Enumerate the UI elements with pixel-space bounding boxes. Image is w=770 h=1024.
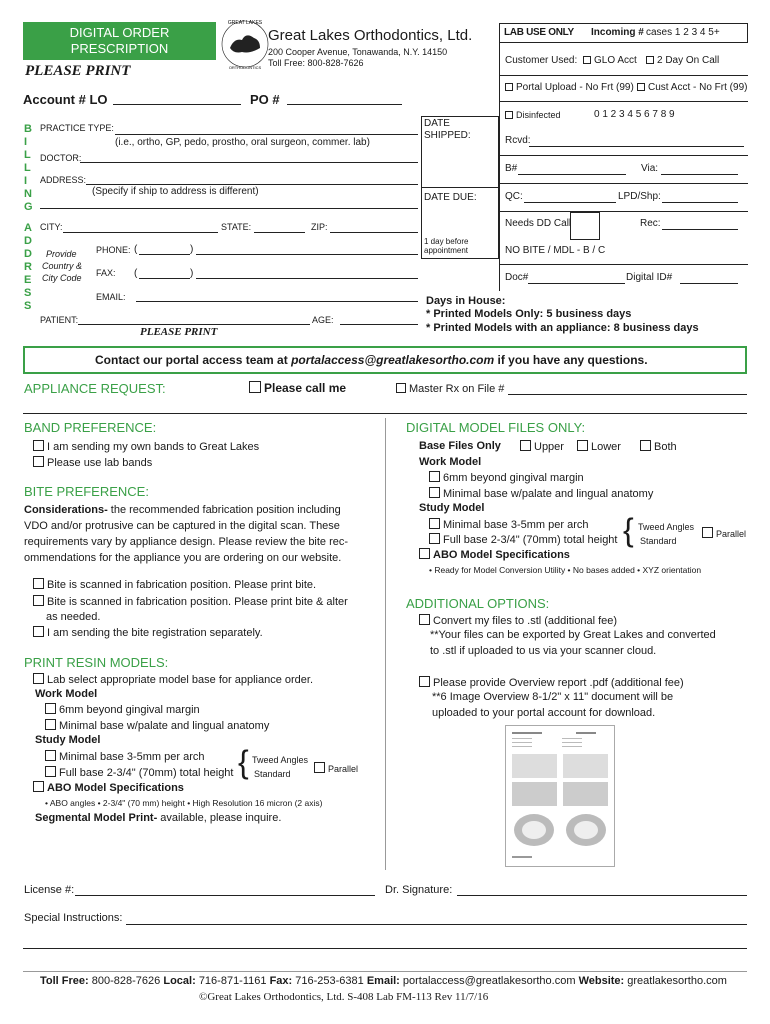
resin-work-checkbox-2[interactable] (45, 719, 56, 730)
please-print-header: PLEASE PRINT (25, 63, 131, 79)
lab-divider7 (499, 264, 748, 265)
master-rx-line[interactable] (508, 394, 747, 395)
digital-work-title: Work Model (419, 456, 482, 468)
practice-type-hint: (i.e., ortho, GP, pedo, prostho, oral surgeon, commer. lab) (115, 137, 370, 148)
contact-pre: Contact our portal access team at (95, 353, 292, 367)
overview-checkbox[interactable] (419, 676, 430, 687)
lab-use-title: LAB USE ONLY (504, 27, 574, 38)
lpd-label: LPD/Shp: (618, 191, 661, 202)
resin-title: PRINT RESIN MODELS: (24, 655, 169, 670)
footer-fax-label: Fax: (269, 975, 293, 987)
qc-label: QC: (505, 191, 523, 202)
title-line1: DIGITAL ORDER (69, 25, 170, 40)
license-line[interactable] (75, 895, 375, 896)
resin-work-checkbox-1[interactable] (45, 703, 56, 714)
address-letter: R (24, 261, 32, 273)
doctor-line[interactable] (80, 162, 418, 163)
digital-lower-checkbox[interactable] (577, 440, 588, 451)
state-line[interactable] (254, 232, 305, 233)
digital-work-label-1: 6mm beyond gingival margin (443, 472, 584, 484)
digital-standard: Standard (640, 536, 677, 546)
days-line-1: * Printed Models Only: 5 business days (426, 308, 632, 320)
fax-area-line[interactable] (139, 278, 190, 279)
portal-upload-label: Portal Upload - No Frt (99) (516, 82, 634, 93)
resin-parallel-option[interactable] (314, 762, 358, 774)
resin-parallel-checkbox[interactable] (314, 762, 325, 773)
band-option-1[interactable] (33, 440, 259, 453)
footer-toll: 800-828-7626 (91, 975, 161, 987)
via-label: Via: (641, 163, 659, 174)
band-checkbox-2[interactable] (33, 456, 44, 467)
resin-abo-label: ABO Model Specifications (47, 782, 184, 794)
digital-both-option[interactable] (640, 440, 677, 453)
billing-letter: B (24, 123, 32, 135)
disinfected-option[interactable] (505, 110, 561, 120)
lab-divider6 (499, 211, 748, 212)
footer-email-label: Email: (366, 975, 400, 987)
digital-upper-label: Upper (534, 441, 564, 453)
bite-checkbox-3[interactable] (33, 626, 44, 637)
resin-study-option-2[interactable] (45, 766, 234, 779)
fax-paren-open: ( (134, 268, 138, 279)
email-line[interactable] (136, 301, 418, 302)
resin-work-label-2: Minimal base w/palate and lingual anatomy (59, 720, 270, 732)
signature-line[interactable] (457, 895, 747, 896)
lab-divider3 (499, 101, 748, 102)
lab-left-edge (499, 23, 500, 291)
resin-work-label-1: 6mm beyond gingival margin (59, 704, 200, 716)
two-day-checkbox[interactable] (646, 56, 654, 64)
lab-divider5 (499, 183, 748, 184)
doc-line[interactable] (528, 283, 625, 284)
digital-abo-label: ABO Model Specifications (433, 549, 570, 561)
portal-upload-option[interactable] (505, 82, 634, 93)
overview-note-2: uploaded to your portal account for download. (432, 707, 656, 719)
resin-select-label: Lab select appropriate model base for appliance order. (47, 674, 314, 686)
bite-label-3: I am sending the bite registration separately. (47, 627, 263, 639)
no-bite-label: NO BITE / MDL - B / C (505, 245, 606, 256)
call-me-checkbox[interactable] (249, 381, 261, 393)
convert-note-2: to .stl if uploaded to us via your scanner cloud. (430, 645, 657, 657)
resin-tweed: Tweed Angles (252, 755, 309, 765)
overview-report-thumbnail (505, 725, 615, 867)
billing-letter: I (24, 175, 28, 187)
phone-area-line[interactable] (139, 254, 190, 255)
bite-desc-2: VDO and/or protrusive can be captured in the digital scan. These (24, 520, 340, 532)
digital-both-checkbox[interactable] (640, 440, 651, 451)
overview-label: Please provide Overview report .pdf (additional fee) (433, 677, 684, 689)
b-num-label: B# (505, 163, 518, 174)
date-shipped-2: SHIPPED: (424, 130, 471, 141)
zip-line[interactable] (330, 232, 418, 233)
special-line-1[interactable] (126, 924, 747, 925)
digital-id-label: Digital ID# (626, 272, 673, 283)
age-label: AGE: (312, 315, 334, 325)
doc-label: Doc# (505, 272, 529, 283)
band-label-1: I am sending my own bands to Great Lakes (47, 441, 260, 453)
digital-work-label-2: Minimal base w/palate and lingual anatomy (443, 488, 654, 500)
resin-abo-option[interactable] (33, 781, 184, 794)
digital-parallel-checkbox[interactable] (702, 527, 713, 538)
billing-vertical-label (24, 123, 38, 214)
via-line[interactable] (661, 174, 738, 175)
digital-parallel-label: Parallel (716, 529, 747, 539)
needs-dd-box[interactable] (570, 212, 600, 240)
company-toll-free: Toll Free: 800-828-7626 (268, 58, 364, 68)
title-banner (23, 22, 216, 60)
provide-label-3: City Code (42, 273, 82, 283)
band-checkbox-1[interactable] (33, 440, 44, 451)
digital-work-checkbox-1[interactable] (429, 471, 440, 482)
digital-study-label-1: Minimal base 3-5mm per arch (443, 519, 589, 531)
column-divider (385, 418, 386, 870)
title-line2: PRESCRIPTION (70, 41, 169, 56)
convert-note-1: **Your files can be exported by Great Lakes and converted (430, 629, 716, 641)
cust-acct-option[interactable] (637, 82, 747, 93)
master-rx-label: Master Rx on File # (409, 383, 505, 395)
po-label: PO # (250, 92, 280, 107)
master-rx-checkbox[interactable] (396, 383, 406, 393)
resin-study-checkbox-2[interactable] (45, 766, 56, 777)
address-line[interactable] (86, 184, 418, 185)
call-me-option[interactable] (249, 381, 346, 395)
digital-id-line[interactable] (680, 283, 738, 284)
glo-acct-checkbox[interactable] (583, 56, 591, 64)
company-logo (220, 14, 270, 74)
bite-label-2: Bite is scanned in fabrication position. Please print bite & alter (47, 596, 348, 608)
rcvd-line[interactable] (529, 146, 744, 147)
digital-work-option-2[interactable] (429, 487, 653, 500)
customer-used: Customer Used: (505, 55, 578, 66)
zip-label: ZIP: (311, 222, 328, 232)
address-line-2[interactable] (40, 208, 418, 209)
band-label-2: Please use lab bands (47, 457, 153, 469)
days-in-house-title: Days in House: (426, 295, 506, 307)
lab-digits: 0 1 2 3 4 5 6 7 8 9 (594, 109, 675, 120)
provide-label-2: Country & (42, 261, 83, 271)
digital-abo-checkbox[interactable] (419, 548, 430, 559)
cust-acct-label: Cust Acct - No Frt (99) (648, 82, 748, 93)
digital-work-checkbox-2[interactable] (429, 487, 440, 498)
glo-acct-option[interactable] (583, 55, 637, 66)
rec-label: Rec: (640, 218, 661, 229)
bite-label-2b: as needed. (46, 611, 101, 623)
band-option-2[interactable] (33, 456, 152, 469)
po-line[interactable] (287, 104, 402, 105)
address-letter: E (24, 274, 32, 286)
qc-line[interactable] (524, 202, 616, 203)
bite-checkbox-1[interactable] (33, 578, 44, 589)
practice-type-line[interactable] (115, 134, 418, 135)
contact-email[interactable]: portalaccess@greatlakesortho.com (291, 353, 495, 367)
bite-desc-bold: Considerations- (24, 504, 108, 516)
doctor-label: DOCTOR: (40, 153, 82, 163)
digital-study-option-1[interactable] (429, 518, 589, 531)
days-line-2: * Printed Models with an appliance: 8 business days (426, 322, 699, 334)
disinfected-checkbox[interactable] (505, 111, 513, 119)
b-num-line[interactable] (518, 174, 626, 175)
signature-label: Dr. Signature: (385, 884, 453, 896)
bite-title: BITE PREFERENCE: (24, 484, 149, 499)
digital-upper-checkbox[interactable] (520, 440, 531, 451)
digital-study-label-2: Full base 2-3/4" (70mm) total height (443, 534, 618, 546)
convert-checkbox[interactable] (419, 614, 430, 625)
convert-label: Convert my files to .stl (additional fee) (433, 615, 618, 627)
digital-abo-option[interactable] (419, 548, 570, 561)
digital-study-checkbox-2[interactable] (429, 533, 440, 544)
overview-option[interactable] (419, 676, 684, 689)
billing-letter: L (24, 149, 31, 161)
digital-brace: { (623, 512, 634, 548)
account-label: Account # LO (23, 92, 108, 107)
portal-upload-checkbox[interactable] (505, 83, 513, 91)
company-address: 200 Cooper Avenue, Tonawanda, N.Y. 14150 (268, 47, 448, 57)
lab-divider2 (499, 75, 748, 76)
age-line[interactable] (340, 324, 418, 325)
digital-study-option-2[interactable] (429, 533, 618, 546)
special-line-2[interactable] (23, 948, 747, 949)
address-letter: A (24, 222, 32, 234)
city-label: CITY: (40, 222, 63, 232)
resin-select-checkbox[interactable] (33, 673, 44, 684)
account-line[interactable] (113, 104, 241, 105)
footer-local: 716-871-1161 (198, 975, 267, 987)
resin-select-option[interactable] (33, 673, 313, 686)
footer-email[interactable]: portalaccess@greatlakesortho.com (402, 975, 576, 987)
rec-line[interactable] (662, 229, 738, 230)
resin-work-title: Work Model (35, 688, 98, 700)
digital-upper-option[interactable] (520, 440, 564, 453)
resin-work-option-1[interactable] (45, 703, 200, 716)
glo-acct-label: GLO Acct (594, 55, 637, 66)
lab-divider4 (499, 155, 748, 156)
day-before-2: appointment (424, 246, 469, 255)
resin-work-option-2[interactable] (45, 719, 269, 732)
footer-local-label: Local: (163, 975, 196, 987)
special-label: Special Instructions: (24, 912, 123, 924)
bite-option-3[interactable] (33, 626, 263, 639)
overview-note-1: **6 Image Overview 8-1/2" x 11" document will be (432, 691, 674, 703)
day-before-1: 1 day before (424, 237, 469, 246)
contact-post: if you have any questions. (494, 353, 648, 367)
lpd-line[interactable] (662, 202, 738, 203)
date-divider (421, 187, 499, 188)
address-letter: S (24, 300, 32, 312)
master-rx-option[interactable] (396, 383, 504, 395)
band-title: BAND PREFERENCE: (24, 420, 157, 435)
address-letter: S (24, 287, 32, 299)
footer-web-label: Website: (578, 975, 625, 987)
appliance-line-2[interactable] (23, 413, 747, 414)
digital-parallel-option[interactable] (702, 527, 746, 539)
lab-incoming: Incoming # (591, 27, 644, 38)
footer-rule (23, 971, 747, 972)
needs-dd-label: Needs DD Call (505, 218, 572, 229)
billing-letter: N (24, 188, 32, 200)
fax-label: FAX: (96, 268, 116, 278)
digital-work-option-1[interactable] (429, 471, 584, 484)
phone-line[interactable] (196, 254, 418, 255)
phone-paren-close: ) (190, 244, 194, 255)
appliance-title: APPLIANCE REQUEST: (24, 381, 166, 396)
footer-contacts (40, 975, 727, 987)
please-print-footer: PLEASE PRINT (140, 326, 218, 338)
resin-abo-checkbox[interactable] (33, 781, 44, 792)
resin-segmental-text: available, please inquire. (157, 812, 282, 824)
billing-letter: I (24, 136, 28, 148)
company-name: Great Lakes Orthodontics, Ltd. (268, 27, 473, 44)
resin-segmental-bold: Segmental Model Print- (35, 812, 158, 824)
billing-letter: G (24, 201, 33, 213)
logo-text-bottom: ORTHODONTICS (228, 65, 262, 70)
bite-option-2[interactable] (33, 595, 348, 608)
address-vertical-label (24, 222, 38, 313)
phone-paren-open: ( (134, 244, 138, 255)
additional-title: ADDITIONAL OPTIONS: (406, 596, 550, 611)
bite-description (24, 502, 348, 566)
two-day-label: 2 Day On Call (657, 55, 720, 66)
footer-toll-label: Toll Free: (40, 975, 89, 987)
bite-option-1[interactable] (33, 578, 316, 591)
patient-line[interactable] (78, 324, 310, 325)
footer-web[interactable]: greatlakesortho.com (627, 975, 727, 987)
city-line[interactable] (63, 232, 218, 233)
date-due-label: DATE DUE: (424, 192, 477, 203)
address-letter: D (24, 235, 32, 247)
digital-lower-label: Lower (591, 441, 621, 453)
provide-label-1: Provide (46, 249, 77, 259)
footer-copyright: ©Great Lakes Orthodontics, Ltd. S-408 Lab FM-113 Rev 11/7/16 (199, 991, 489, 1003)
two-day-option[interactable] (646, 55, 719, 66)
resin-segmental (35, 812, 281, 824)
resin-study-option-1[interactable] (45, 750, 205, 763)
resin-study-checkbox-1[interactable] (45, 750, 56, 761)
footer-fax: 716-253-6381 (295, 975, 364, 987)
license-label: License #: (24, 884, 75, 896)
date-shipped-1: DATE (424, 118, 450, 129)
practice-type-label: PRACTICE TYPE: (40, 123, 114, 133)
bite-desc-3: requirements vary by appliance design. Please review the bite rec- (24, 536, 349, 548)
digital-study-checkbox-1[interactable] (429, 518, 440, 529)
contact-text (95, 353, 648, 367)
resin-study-label-1: Minimal base 3-5mm per arch (59, 751, 205, 763)
logo-text-top: GREAT LAKES (227, 20, 263, 26)
billing-letter: L (24, 162, 31, 174)
cust-acct-checkbox[interactable] (637, 83, 645, 91)
email-label: EMAIL: (96, 292, 126, 302)
rcvd-label: Rcvd: (505, 135, 531, 146)
address-letter: D (24, 248, 32, 260)
phone-label: PHONE: (96, 245, 131, 255)
patient-label: PATIENT: (40, 315, 79, 325)
resin-brace: { (238, 744, 249, 780)
digital-tweed: Tweed Angles (638, 522, 695, 532)
lab-divider1 (499, 42, 748, 43)
resin-parallel-label: Parallel (328, 764, 359, 774)
digital-base-label: Base Files Only (419, 440, 501, 452)
disinfected-label: Disinfected (516, 110, 561, 120)
digital-study-title: Study Model (419, 502, 485, 514)
bite-desc-4: ommendations for the appliance you are ordering on our website. (24, 552, 342, 564)
bite-desc-1: the recommended fabrication position including (107, 504, 341, 516)
state-label: STATE: (221, 222, 252, 232)
resin-standard: Standard (254, 769, 291, 779)
address-hint: (Specify if ship to address is different) (92, 186, 259, 197)
fax-line[interactable] (196, 278, 418, 279)
convert-option[interactable] (419, 614, 617, 627)
resin-abo-items: • ABO angles • 2-3/4" (70 mm) height • High Resolution 16 micron (2 axis) (45, 798, 323, 808)
digital-title: DIGITAL MODEL FILES ONLY: (406, 420, 586, 435)
bite-label-1: Bite is scanned in fabrication position. Please print bite. (47, 579, 317, 591)
digital-lower-option[interactable] (577, 440, 621, 453)
bite-checkbox-2[interactable] (33, 595, 44, 606)
digital-abo-items: • Ready for Model Conversion Utility • No bases added • XYZ orientation (429, 565, 702, 575)
resin-study-title: Study Model (35, 734, 101, 746)
resin-study-label-2: Full base 2-3/4" (70mm) total height (59, 767, 234, 779)
lab-cases: cases 1 2 3 4 5+ (646, 27, 720, 38)
address-label: ADDRESS: (40, 175, 87, 185)
digital-both-label: Both (654, 441, 677, 453)
fax-paren-close: ) (190, 268, 194, 279)
call-me-label: Please call me (264, 381, 347, 395)
